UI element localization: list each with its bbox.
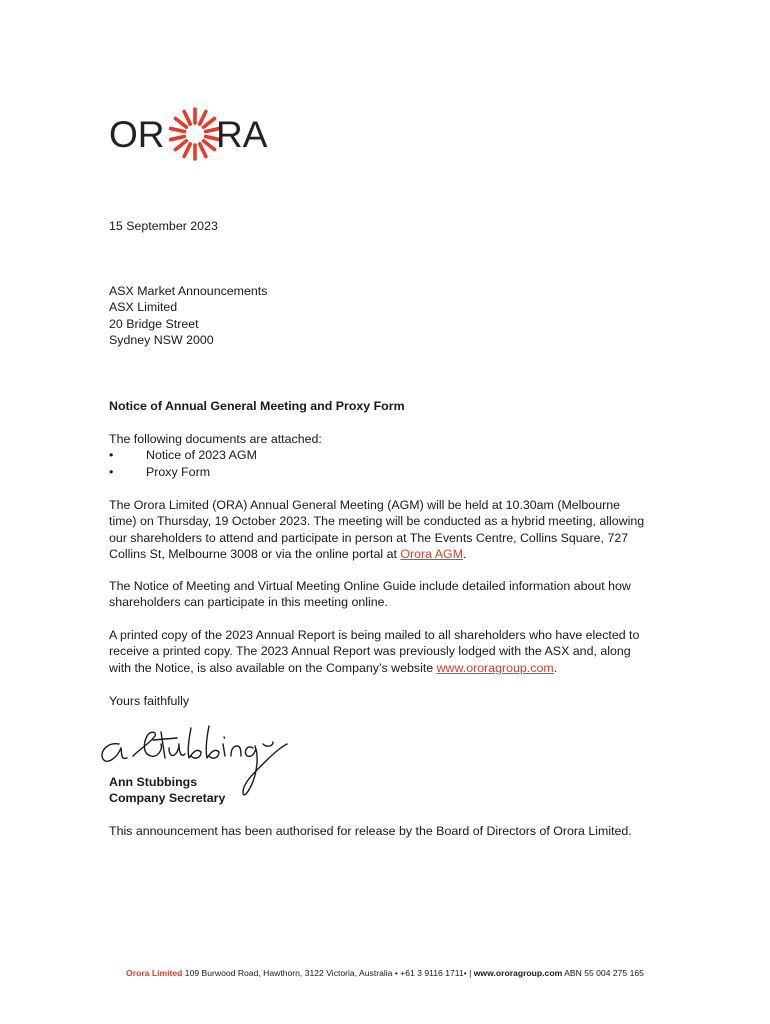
footer-company: Orora Limited — [126, 968, 183, 978]
signatory-block — [109, 774, 684, 807]
sunburst-ray — [204, 118, 215, 127]
logo-text-right: RA — [216, 114, 268, 155]
subject-text: Notice of Annual General Meeting and Proxy Form — [109, 399, 405, 413]
orora-agm-link[interactable]: Orora AGM — [400, 547, 464, 562]
addressee-line-3: 20 Bridge Street — [109, 316, 199, 331]
attachments-list — [109, 447, 684, 480]
authorisation-text: This announcement has been authorised for release by the Board of Directors of Orora Limited. — [109, 824, 632, 838]
paragraph-text: with the Notice, is also available on the Company’s website — [109, 660, 437, 675]
paragraph-line: our shareholders to attend and participate in person at The Events Centre, Collins Square, 727 — [109, 530, 629, 545]
attachment-item — [109, 447, 684, 463]
sunburst-ray — [175, 141, 186, 150]
letter-date — [109, 218, 684, 234]
footer-website[interactable]: www.ororagroup.com — [473, 968, 563, 978]
paragraph-line: time) on Thursday, 19 October 2023. The meeting will be conducted as a hybrid meeting, allowing — [109, 514, 645, 529]
bullet-icon: • — [109, 464, 114, 479]
addressee-block — [109, 283, 684, 349]
website-link[interactable]: www.ororagroup.com — [436, 660, 554, 675]
paragraph-text: Collins St, Melbourne 3008 or via the online portal at — [109, 547, 401, 562]
addressee-line-2: ASX Limited — [109, 300, 178, 315]
paragraph-line: A printed copy of the 2023 Annual Report is being mailed to all shareholders who have elected to — [109, 628, 640, 642]
attachments-block — [109, 431, 684, 480]
sunburst-ray — [184, 111, 190, 124]
meeting-paragraph — [109, 497, 684, 563]
sunburst-ray — [184, 144, 190, 157]
footer-address: 109 Burwood Road, Hawthorn, 3122 Victoria, Australia • +61 3 9116 1711• | — [182, 968, 474, 978]
page-footer — [0, 968, 770, 978]
paragraph-line: receive a printed copy. The 2023 Annual Report was previously lodged with the ASX and, along — [109, 644, 631, 659]
addressee-line-1: ASX Market Announcements — [109, 284, 268, 298]
signatory-name: Ann Stubbings — [109, 775, 198, 789]
signatory-title: Company Secretary — [109, 791, 226, 806]
attachment-item — [109, 464, 684, 480]
paragraph-line: The Notice of Meeting and Virtual Meeting Online Guide include detailed information about how — [109, 579, 631, 593]
paragraph-line-with-link — [109, 546, 684, 562]
logo-text-left: OR — [109, 114, 165, 155]
authorisation-statement — [109, 823, 684, 839]
sunburst-ray — [204, 141, 215, 150]
paragraph-end: . — [463, 547, 467, 562]
sunburst-ray — [171, 128, 185, 131]
paragraph-line: The Orora Limited (ORA) Annual General Meeting (AGM) will be held at 10.30am (Melbourne — [109, 498, 620, 512]
online-guide-paragraph — [109, 578, 684, 611]
attachment-label: Proxy Form — [146, 464, 211, 479]
addressee-line-4: Sydney NSW 2000 — [109, 333, 214, 348]
sunburst-ray — [171, 136, 185, 139]
subject-heading — [109, 398, 684, 414]
attachments-intro: The following documents are attached: — [109, 432, 322, 446]
bullet-icon: • — [109, 448, 114, 463]
date-text: 15 September 2023 — [109, 219, 218, 233]
sunburst-icon — [171, 109, 220, 159]
paragraph-line: shareholders can participate in this meeting online. — [109, 595, 388, 610]
orora-logo — [109, 101, 279, 167]
closing-text: Yours faithfully — [109, 694, 190, 708]
footer-abn: ABN 55 004 275 165 — [562, 968, 644, 978]
sunburst-ray — [175, 118, 186, 127]
sunburst-ray — [200, 111, 206, 124]
closing — [109, 693, 684, 709]
sunburst-ray — [200, 144, 206, 157]
annual-report-paragraph — [109, 627, 684, 676]
paragraph-end: . — [553, 660, 558, 675]
attachment-label: Notice of 2023 AGM — [146, 448, 257, 463]
paragraph-line-with-link — [109, 660, 684, 676]
